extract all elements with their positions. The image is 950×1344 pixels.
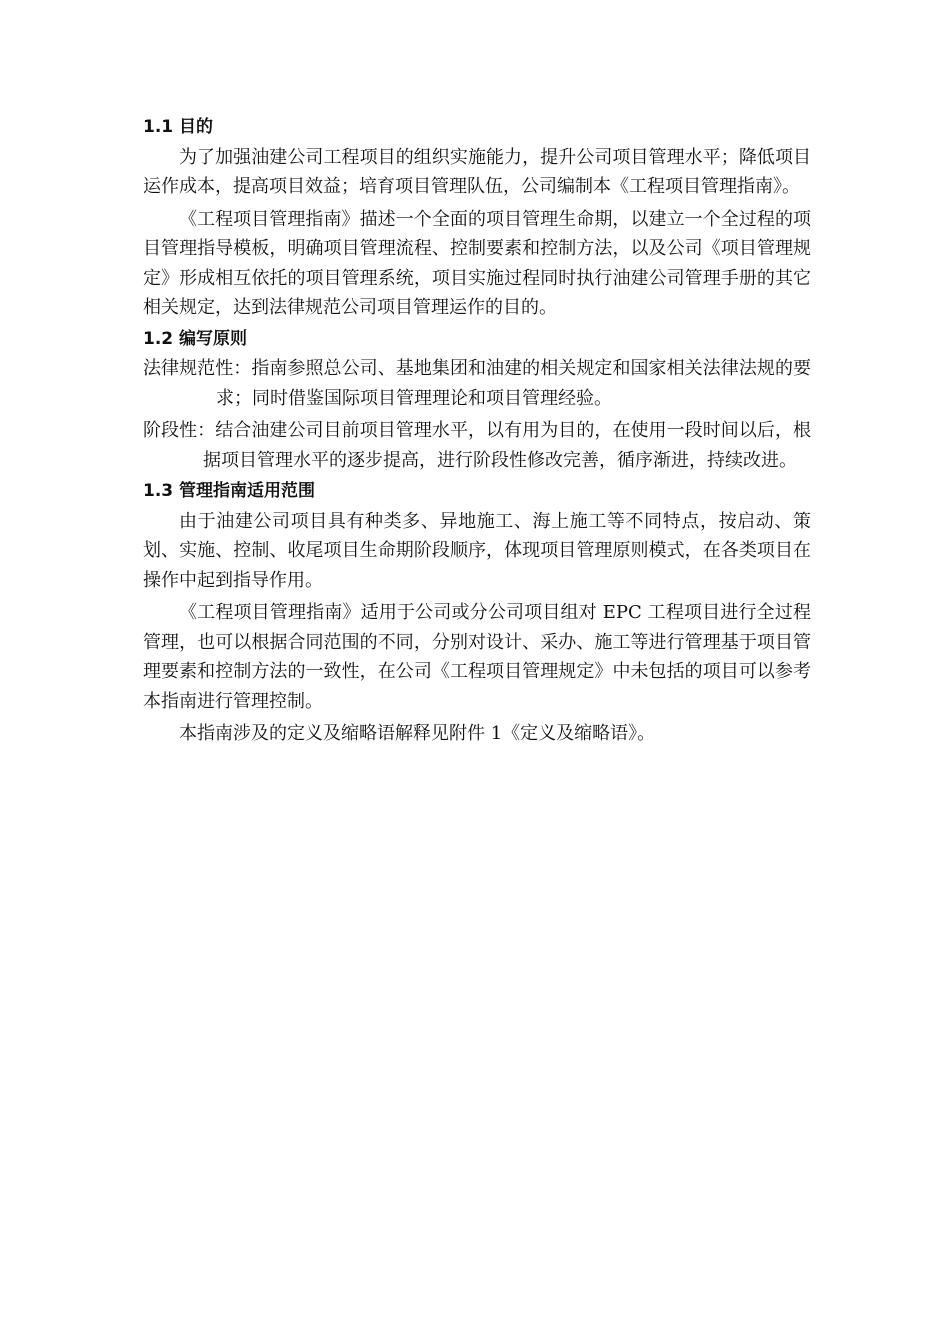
paragraph: 《工程项目管理指南》描述一个全面的项目管理生命期，以建立一个全过程的项目管理指导模板，明确项目管理流程、控制要素和控制方法，以及公司《项目管理规定》形成相互依托的项目管理系统，项目实施过程同时执行油建公司管理手册的其它相关规定，达到法律规范公司项目管理运作的目的。	[143, 208, 811, 318]
section-heading-purpose: 1.1 目的	[143, 117, 214, 137]
paragraph: 《工程项目管理指南》适用于公司或分公司项目组对 EPC 工程项目进行全过程管理，也可以根据合同范围的不同，分别对设计、采办、施工等进行管理基于项目管理要素和控制方法的一致性，在公司《工程项目管理规定》中未包括的项目可以参考本指南进行管理控制。	[143, 602, 811, 712]
paragraph: 为了加强油建公司工程项目的组织实施能力，提升公司项目管理水平；降低项目运作成本，提高项目效益；培育项目管理队伍，公司编制本《工程项目管理指南》。	[143, 146, 811, 197]
principle-item: 法律规范性：指南参照总公司、基地集团和油建的相关规定和国家相关法律法规的要求；同时借鉴国际项目管理理论和项目管理经验。	[143, 358, 811, 409]
principle-item: 阶段性：结合油建公司目前项目管理水平，以有用为目的，在使用一段时间以后，根据项目管理水平的逐步提高，进行阶段性修改完善，循序渐进，持续改进。	[143, 420, 811, 471]
section-heading-principles: 1.2 编写原则	[143, 328, 248, 349]
document-body	[143, 113, 811, 749]
paragraph: 本指南涉及的定义及缩略语解释见附件 1《定义及缩略语》。	[179, 723, 656, 744]
section-heading-scope: 1.3 管理指南适用范围	[143, 481, 316, 501]
paragraph: 由于油建公司项目具有种类多、异地施工、海上施工等不同特点，按启动、策划、实施、控制、收尾项目生命期阶段顺序，体现项目管理原则模式，在各类项目在操作中起到指导作用。	[143, 510, 811, 591]
